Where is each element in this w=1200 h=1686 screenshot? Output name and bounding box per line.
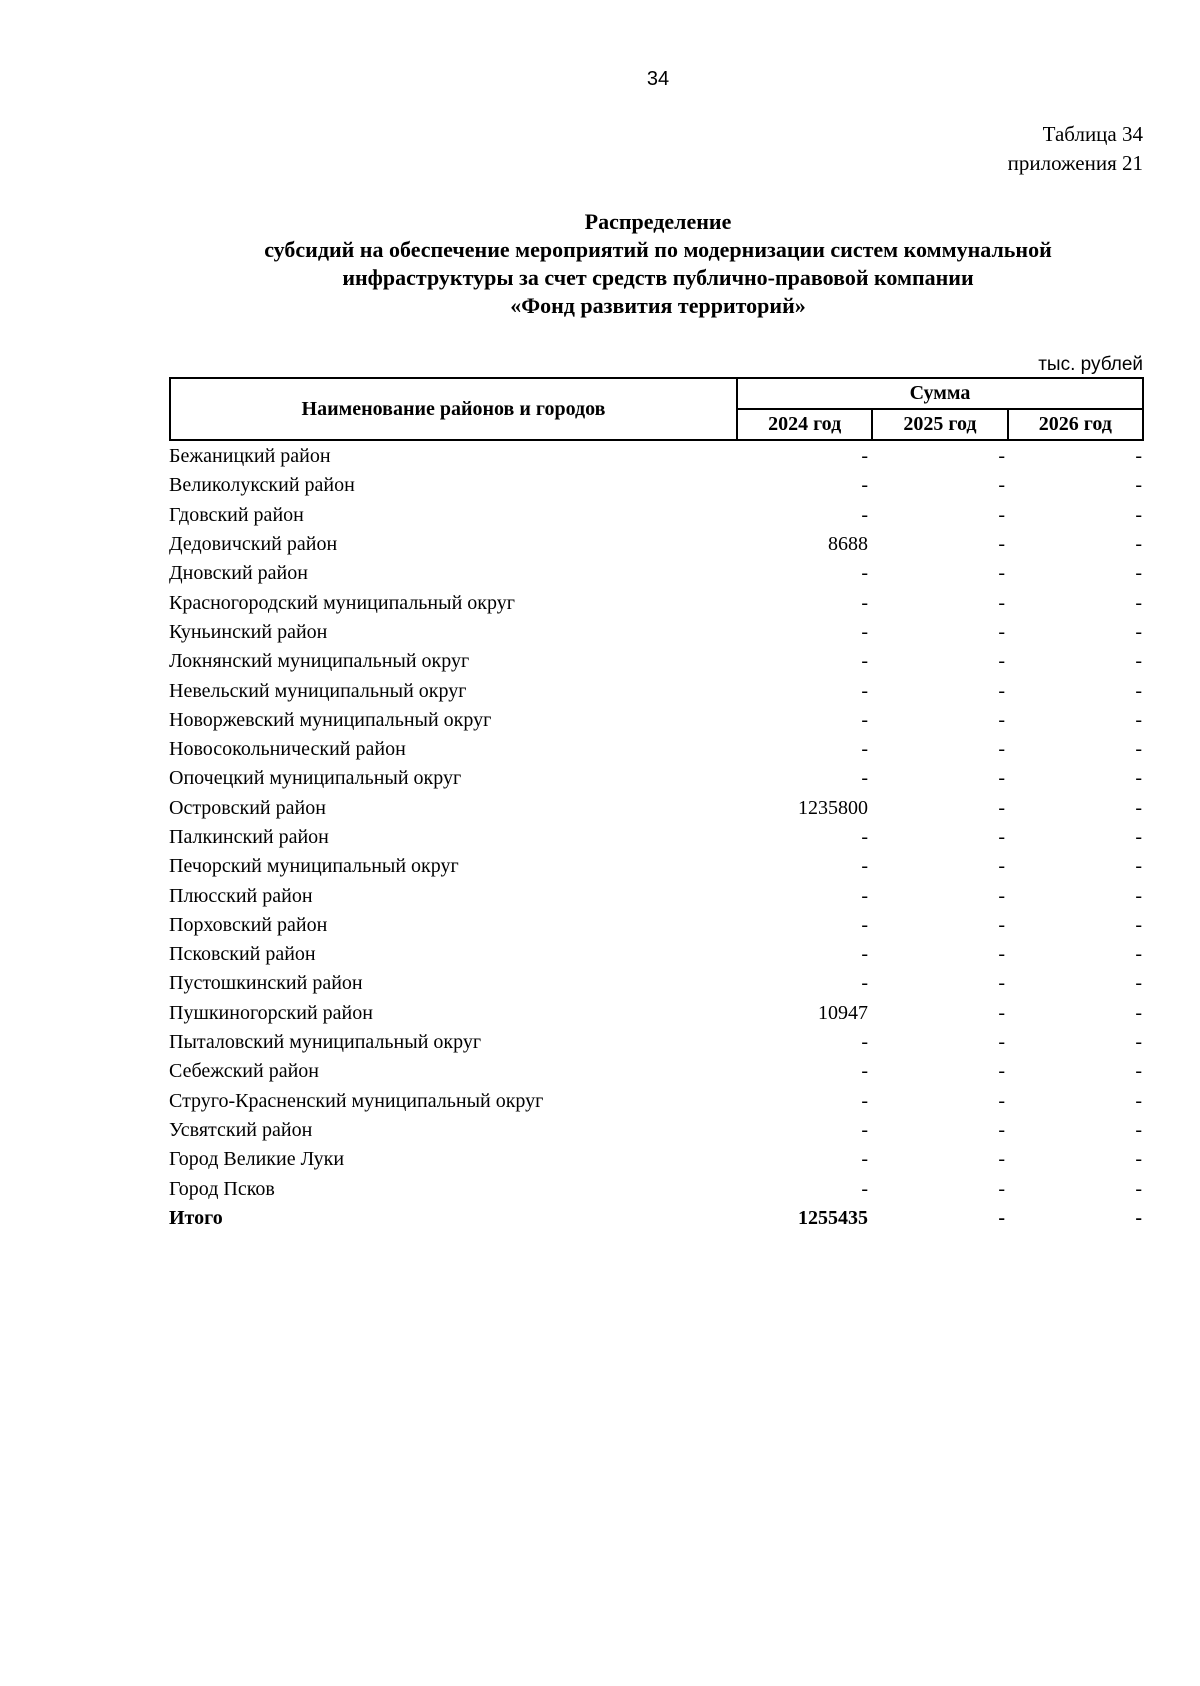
value-2025: - bbox=[998, 620, 1005, 643]
value-2026: - bbox=[1135, 620, 1142, 643]
row-name: Новосокольнический район bbox=[169, 738, 406, 761]
row-name: Печорский муниципальный округ bbox=[169, 855, 459, 878]
value-2024: - bbox=[861, 972, 868, 995]
value-2025: - bbox=[998, 679, 1005, 702]
table-row bbox=[169, 823, 1144, 852]
value-2024: 10947 bbox=[818, 1001, 868, 1024]
row-name: Красногородский муниципальный округ bbox=[169, 591, 515, 614]
value-2026: - bbox=[1135, 855, 1142, 878]
row-name: Дедовичский район bbox=[169, 533, 338, 556]
row-name: Опочецкий муниципальный округ bbox=[169, 767, 462, 790]
table-ref-line2: приложения 21 bbox=[1007, 151, 1143, 175]
value-2026: - bbox=[1135, 1031, 1142, 1054]
row-name: Пушкиногорский район bbox=[169, 1001, 373, 1024]
value-2026: - bbox=[1135, 562, 1142, 585]
row-name: Новоржевский муниципальный округ bbox=[169, 708, 492, 731]
table-row bbox=[169, 501, 1144, 530]
value-2025: - bbox=[998, 855, 1005, 878]
table-header bbox=[169, 377, 1144, 441]
value-2024: - bbox=[861, 708, 868, 731]
value-2026: - bbox=[1135, 708, 1142, 731]
document-title bbox=[170, 208, 1146, 320]
value-2026: - bbox=[1135, 503, 1142, 526]
value-2026: - bbox=[1135, 884, 1142, 907]
value-2026: - bbox=[1135, 1148, 1142, 1171]
value-2024: 8688 bbox=[828, 533, 868, 556]
value-2024: - bbox=[861, 445, 868, 468]
row-name: Итого bbox=[169, 1206, 223, 1229]
value-2026: - bbox=[1135, 796, 1142, 819]
value-2025: - bbox=[998, 1118, 1005, 1141]
table-row bbox=[169, 1116, 1144, 1145]
value-2026: - bbox=[1135, 591, 1142, 614]
row-name: Пустошкинский район bbox=[169, 972, 363, 995]
value-2024: - bbox=[861, 1177, 868, 1200]
row-name: Псковский район bbox=[169, 943, 316, 966]
value-2026: - bbox=[1135, 972, 1142, 995]
value-2026: - bbox=[1135, 1177, 1142, 1200]
row-name: Порховский район bbox=[169, 913, 328, 936]
table-row bbox=[169, 764, 1144, 793]
table-row bbox=[169, 881, 1144, 910]
value-2025: - bbox=[998, 1089, 1005, 1112]
value-2026: - bbox=[1135, 1001, 1142, 1024]
table-row bbox=[169, 588, 1144, 617]
title-line4: «Фонд развития территорий» bbox=[510, 293, 806, 318]
row-name: Усвятский район bbox=[169, 1118, 313, 1141]
value-2026: - bbox=[1135, 1118, 1142, 1141]
value-2025: - bbox=[998, 1031, 1005, 1054]
table-row bbox=[169, 442, 1144, 471]
value-2025: - bbox=[998, 708, 1005, 731]
table-row bbox=[169, 471, 1144, 500]
row-name: Бежаницкий район bbox=[169, 445, 331, 468]
table-row bbox=[169, 969, 1144, 998]
title-line1: Распределение bbox=[584, 209, 732, 234]
value-2024: 1235800 bbox=[798, 796, 868, 819]
table-row bbox=[169, 852, 1144, 881]
table-row bbox=[169, 676, 1144, 705]
value-2025: - bbox=[998, 913, 1005, 936]
row-name: Великолукский район bbox=[169, 474, 355, 497]
units-label: тыс. рублей bbox=[1038, 354, 1143, 375]
row-name: Невельский муниципальный округ bbox=[169, 679, 467, 702]
value-2024: 1255435 bbox=[798, 1206, 868, 1229]
table-reference bbox=[1008, 120, 1143, 178]
table-body bbox=[169, 442, 1144, 1233]
header-name-column: Наименование районов и городов bbox=[170, 378, 737, 440]
value-2024: - bbox=[861, 474, 868, 497]
value-2025: - bbox=[998, 1177, 1005, 1200]
value-2024: - bbox=[861, 1031, 868, 1054]
value-2025: - bbox=[998, 1148, 1005, 1171]
value-2025: - bbox=[998, 1001, 1005, 1024]
value-2026: - bbox=[1135, 445, 1142, 468]
row-name: Гдовский район bbox=[169, 503, 304, 526]
value-2025: - bbox=[998, 650, 1005, 673]
value-2025: - bbox=[998, 1060, 1005, 1083]
value-2026: - bbox=[1135, 1089, 1142, 1112]
value-2024: - bbox=[861, 913, 868, 936]
value-2024: - bbox=[861, 1060, 868, 1083]
title-line3: инфраструктуры за счет средств публично-правовой компании bbox=[342, 265, 974, 290]
table-row bbox=[169, 647, 1144, 676]
value-2025: - bbox=[998, 503, 1005, 526]
value-2025: - bbox=[998, 591, 1005, 614]
row-name: Плюсский район bbox=[169, 884, 313, 907]
value-2025: - bbox=[998, 826, 1005, 848]
header-sum: Сумма bbox=[737, 378, 1143, 409]
table-row bbox=[169, 1145, 1144, 1174]
value-2024: - bbox=[861, 679, 868, 702]
value-2024: - bbox=[861, 855, 868, 878]
value-2025: - bbox=[998, 767, 1005, 790]
value-2026: - bbox=[1135, 943, 1142, 966]
table-row bbox=[169, 1028, 1144, 1057]
title-line2: субсидий на обеспечение мероприятий по модернизации систем коммунальной bbox=[264, 237, 1052, 262]
value-2024: - bbox=[861, 620, 868, 643]
value-2026: - bbox=[1135, 1060, 1142, 1083]
table-row bbox=[169, 530, 1144, 559]
value-2024: - bbox=[861, 1118, 868, 1141]
value-2025: - bbox=[998, 445, 1005, 468]
value-2026: - bbox=[1135, 913, 1142, 936]
value-2025: - bbox=[998, 884, 1005, 907]
value-2025: - bbox=[998, 972, 1005, 995]
table-row bbox=[169, 1057, 1144, 1086]
table-row bbox=[169, 735, 1144, 764]
value-2025: - bbox=[998, 796, 1005, 819]
row-name: Островский район bbox=[169, 796, 326, 819]
value-2026: - bbox=[1135, 826, 1142, 848]
row-name: Город Великие Луки bbox=[169, 1148, 345, 1171]
row-name: Дновский район bbox=[169, 562, 308, 585]
value-2026: - bbox=[1135, 1206, 1142, 1229]
value-2026: - bbox=[1135, 650, 1142, 673]
row-name: Струго-Красненский муниципальный округ bbox=[169, 1089, 544, 1112]
value-2024: - bbox=[861, 650, 868, 673]
value-2024: - bbox=[861, 738, 868, 761]
row-name: Куньинский район bbox=[169, 620, 328, 643]
table-row bbox=[169, 559, 1144, 588]
table-row bbox=[169, 618, 1144, 647]
value-2025: - bbox=[998, 562, 1005, 585]
table-row bbox=[169, 911, 1144, 940]
value-2024: - bbox=[861, 1089, 868, 1112]
value-2024: - bbox=[861, 826, 868, 848]
table-row bbox=[169, 1174, 1144, 1203]
value-2026: - bbox=[1135, 533, 1142, 556]
value-2024: - bbox=[861, 503, 868, 526]
value-2025: - bbox=[998, 474, 1005, 497]
value-2024: - bbox=[861, 591, 868, 614]
value-2024: - bbox=[861, 1148, 868, 1171]
header-year-2026: 2026 год bbox=[1008, 409, 1143, 440]
page-number: 34 bbox=[646, 68, 670, 90]
row-name: Локнянский муниципальный округ bbox=[169, 650, 470, 673]
value-2024: - bbox=[861, 767, 868, 790]
value-2026: - bbox=[1135, 679, 1142, 702]
table-row bbox=[169, 999, 1144, 1028]
value-2025: - bbox=[998, 738, 1005, 761]
value-2025: - bbox=[998, 533, 1005, 556]
table-row bbox=[169, 940, 1144, 969]
header-year-2025: 2025 год bbox=[872, 409, 1007, 440]
value-2026: - bbox=[1135, 738, 1142, 761]
table-row bbox=[169, 706, 1144, 735]
header-year-2024: 2024 год bbox=[737, 409, 872, 440]
value-2026: - bbox=[1135, 767, 1142, 790]
value-2026: - bbox=[1135, 474, 1142, 497]
row-name: Пыталовский муниципальный округ bbox=[169, 1031, 482, 1054]
row-name: Город Псков bbox=[169, 1177, 275, 1200]
value-2024: - bbox=[861, 884, 868, 907]
table-row bbox=[169, 1087, 1144, 1116]
value-2025: - bbox=[998, 1206, 1005, 1229]
value-2024: - bbox=[861, 562, 868, 585]
table-ref-line1: Таблица 34 bbox=[1042, 122, 1143, 146]
row-name: Палкинский район bbox=[169, 826, 329, 848]
table-total-row bbox=[169, 1204, 1144, 1233]
value-2024: - bbox=[861, 943, 868, 966]
row-name: Себежский район bbox=[169, 1060, 319, 1083]
table-row bbox=[169, 794, 1144, 823]
value-2025: - bbox=[998, 943, 1005, 966]
